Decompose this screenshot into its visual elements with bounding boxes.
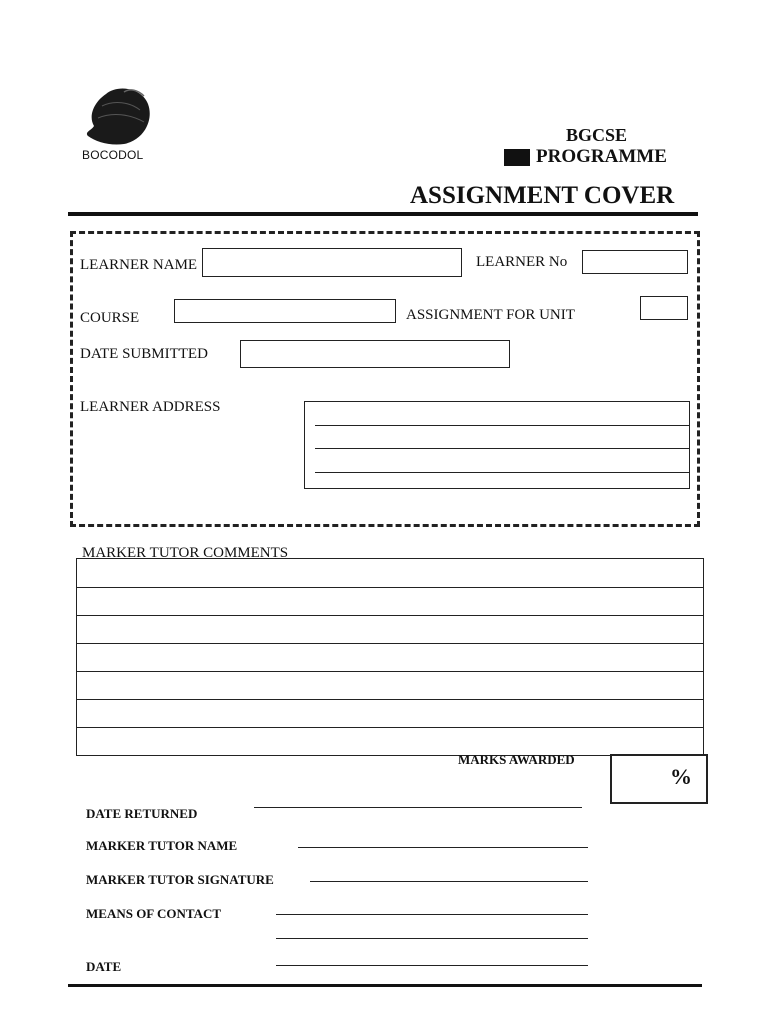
- address-line: [315, 425, 689, 426]
- tutor-name-line[interactable]: [298, 847, 588, 848]
- course-label: COURSE: [80, 310, 140, 326]
- checkbox-marker: [504, 149, 530, 166]
- marks-awarded-label: MARKS AWARDED: [458, 752, 575, 767]
- date-returned-line[interactable]: [254, 807, 582, 808]
- date-line[interactable]: [276, 965, 588, 966]
- footer-divider: [68, 984, 702, 987]
- comment-line: [77, 671, 703, 672]
- learner-number-field[interactable]: [582, 250, 688, 274]
- learner-number-label: LEARNER No: [476, 254, 568, 270]
- date-submitted-field[interactable]: [240, 340, 510, 368]
- learner-name-label: LEARNER NAME: [80, 257, 198, 273]
- date-label: DATE: [86, 959, 122, 974]
- comment-line: [77, 727, 703, 728]
- comment-line: [77, 615, 703, 616]
- means-of-contact-line[interactable]: [276, 914, 588, 915]
- means-of-contact-line-2[interactable]: [276, 938, 588, 939]
- assignment-unit-field[interactable]: [640, 296, 688, 320]
- comments-label: MARKER TUTOR COMMENTS: [82, 545, 289, 561]
- marks-awarded-field[interactable]: [610, 754, 708, 804]
- date-submitted-label: DATE SUBMITTED: [80, 346, 208, 362]
- tutor-signature-line[interactable]: [310, 881, 588, 882]
- tutor-signature-label: MARKER TUTOR SIGNATURE: [86, 872, 274, 887]
- learner-name-field[interactable]: [202, 248, 462, 277]
- logo-text: BOCODOL: [82, 148, 144, 162]
- date-returned-label: DATE RETURNED: [86, 806, 198, 821]
- learner-address-label: LEARNER ADDRESS: [80, 399, 221, 415]
- address-line: [315, 448, 689, 449]
- assignment-unit-label: ASSIGNMENT FOR UNIT: [406, 307, 575, 323]
- header-divider: [68, 212, 698, 216]
- programme-heading: [504, 146, 667, 168]
- learner-address-field[interactable]: [304, 401, 690, 489]
- address-line: [315, 472, 689, 473]
- page-title: ASSIGNMENT COVER: [410, 182, 675, 209]
- programme-label: PROGRAMME: [536, 146, 667, 167]
- bocodol-logo-icon: [84, 86, 152, 146]
- comment-line: [77, 587, 703, 588]
- comments-field[interactable]: [76, 558, 704, 756]
- programme-code: BGCSE: [566, 125, 628, 145]
- percent-sign: %: [670, 764, 692, 789]
- course-field[interactable]: [174, 299, 396, 323]
- tutor-name-label: MARKER TUTOR NAME: [86, 838, 238, 853]
- comment-line: [77, 643, 703, 644]
- means-of-contact-label: MEANS OF CONTACT: [86, 906, 222, 921]
- comment-line: [77, 699, 703, 700]
